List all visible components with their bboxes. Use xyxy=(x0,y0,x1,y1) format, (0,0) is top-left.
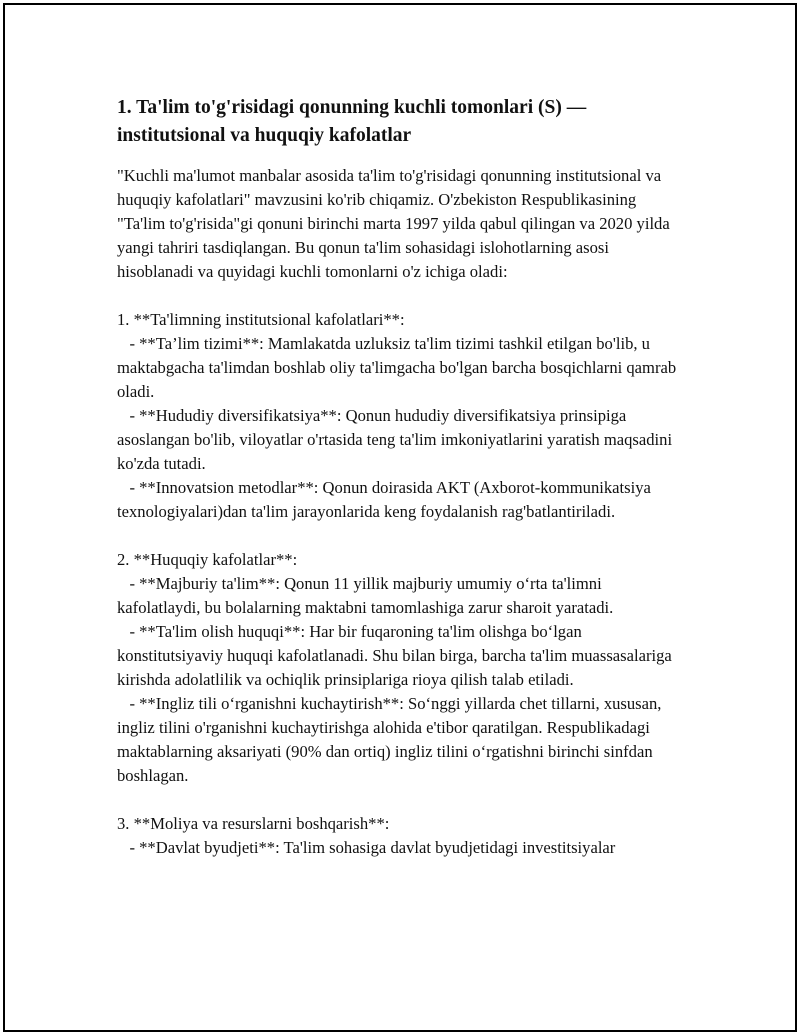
document-content xyxy=(117,94,687,860)
document-body: "Kuchli ma'lumot manbalar asosida ta'lim to'g'risidagi qonunning institutsional va huquqiy kafolatlari" mavzusini ko'rib chiqamiz. O'zbekiston Respublikasining "Ta'lim to'g'risida"gi qonuni birinchi marta 1997 yilda qabul qilingan va 2020 yilda yangi tahriri tasdiqlangan. Bu qonun ta'lim sohasidagi islohotlarning asosi hisoblanadi va quyidagi kuchli tomonlarni o'z ichiga oladi: 1. **Ta'limning institutsional kafolatlari**: - **Ta’lim tizimi**: Mamlakatda uzluksiz ta'lim tizimi tashkil etilgan bo'lib, u maktabgacha ta'limdan boshlab oliy ta'limgacha bo'lgan barcha bosqichlarni qamrab oladi. - **Hududiy diversifikatsiya**: Qonun hududiy diversifikatsiya prinsipiga asoslangan bo'lib, viloyatlar o'rtasida teng ta'lim imkoniyatlarini yaratish maqsadini ko'zda tutadi. - **Innovatsion metodlar**: Qonun doirasida AKT (Axborot-kommunikatsiya texnologiyalari)dan ta'lim jarayonlarida keng foydalanish rag'batlantiriladi. 2. **Huquqiy kafolatlar**: - **Majburiy ta'lim**: Qonun 11 yillik majburiy umumiy o‘rta ta'limni kafolatlaydi, bu bolalarning maktabni tamomlashiga zarur sharoit yaratadi. - **Ta'lim olish huquqi**: Har bir fuqaroning ta'lim olishga bo‘lgan konstitutsiyaviy huquqi kafolatlanadi. Shu bilan birga, barcha ta'lim muassasalariga kirishda adolatlilik va ochiqlik prinsiplariga rioya qilish talab etiladi. - **Ingliz tili o‘rganishni kuchaytirish**: So‘nggi yillarda chet tillarni, xususan, ingliz tilini o'rganishni kuchaytirishga alohida e'tibor qaratilgan. Respublikadagi maktablarning aksariyati (90% dan ortiq) ingliz tilini o‘rgatishni birinchi sinfdan boshlagan. 3. **Moliya va resurslarni boshqarish**: - **Davlat byudjeti**: Ta'lim sohasiga davlat byudjetidagi investitsiyalar xyxy=(117,166,677,857)
document-heading: 1. Ta'lim to'g'risidagi qonunning kuchli tomonlari (S) — institutsional va huquqiy kafolatlar xyxy=(117,97,587,146)
